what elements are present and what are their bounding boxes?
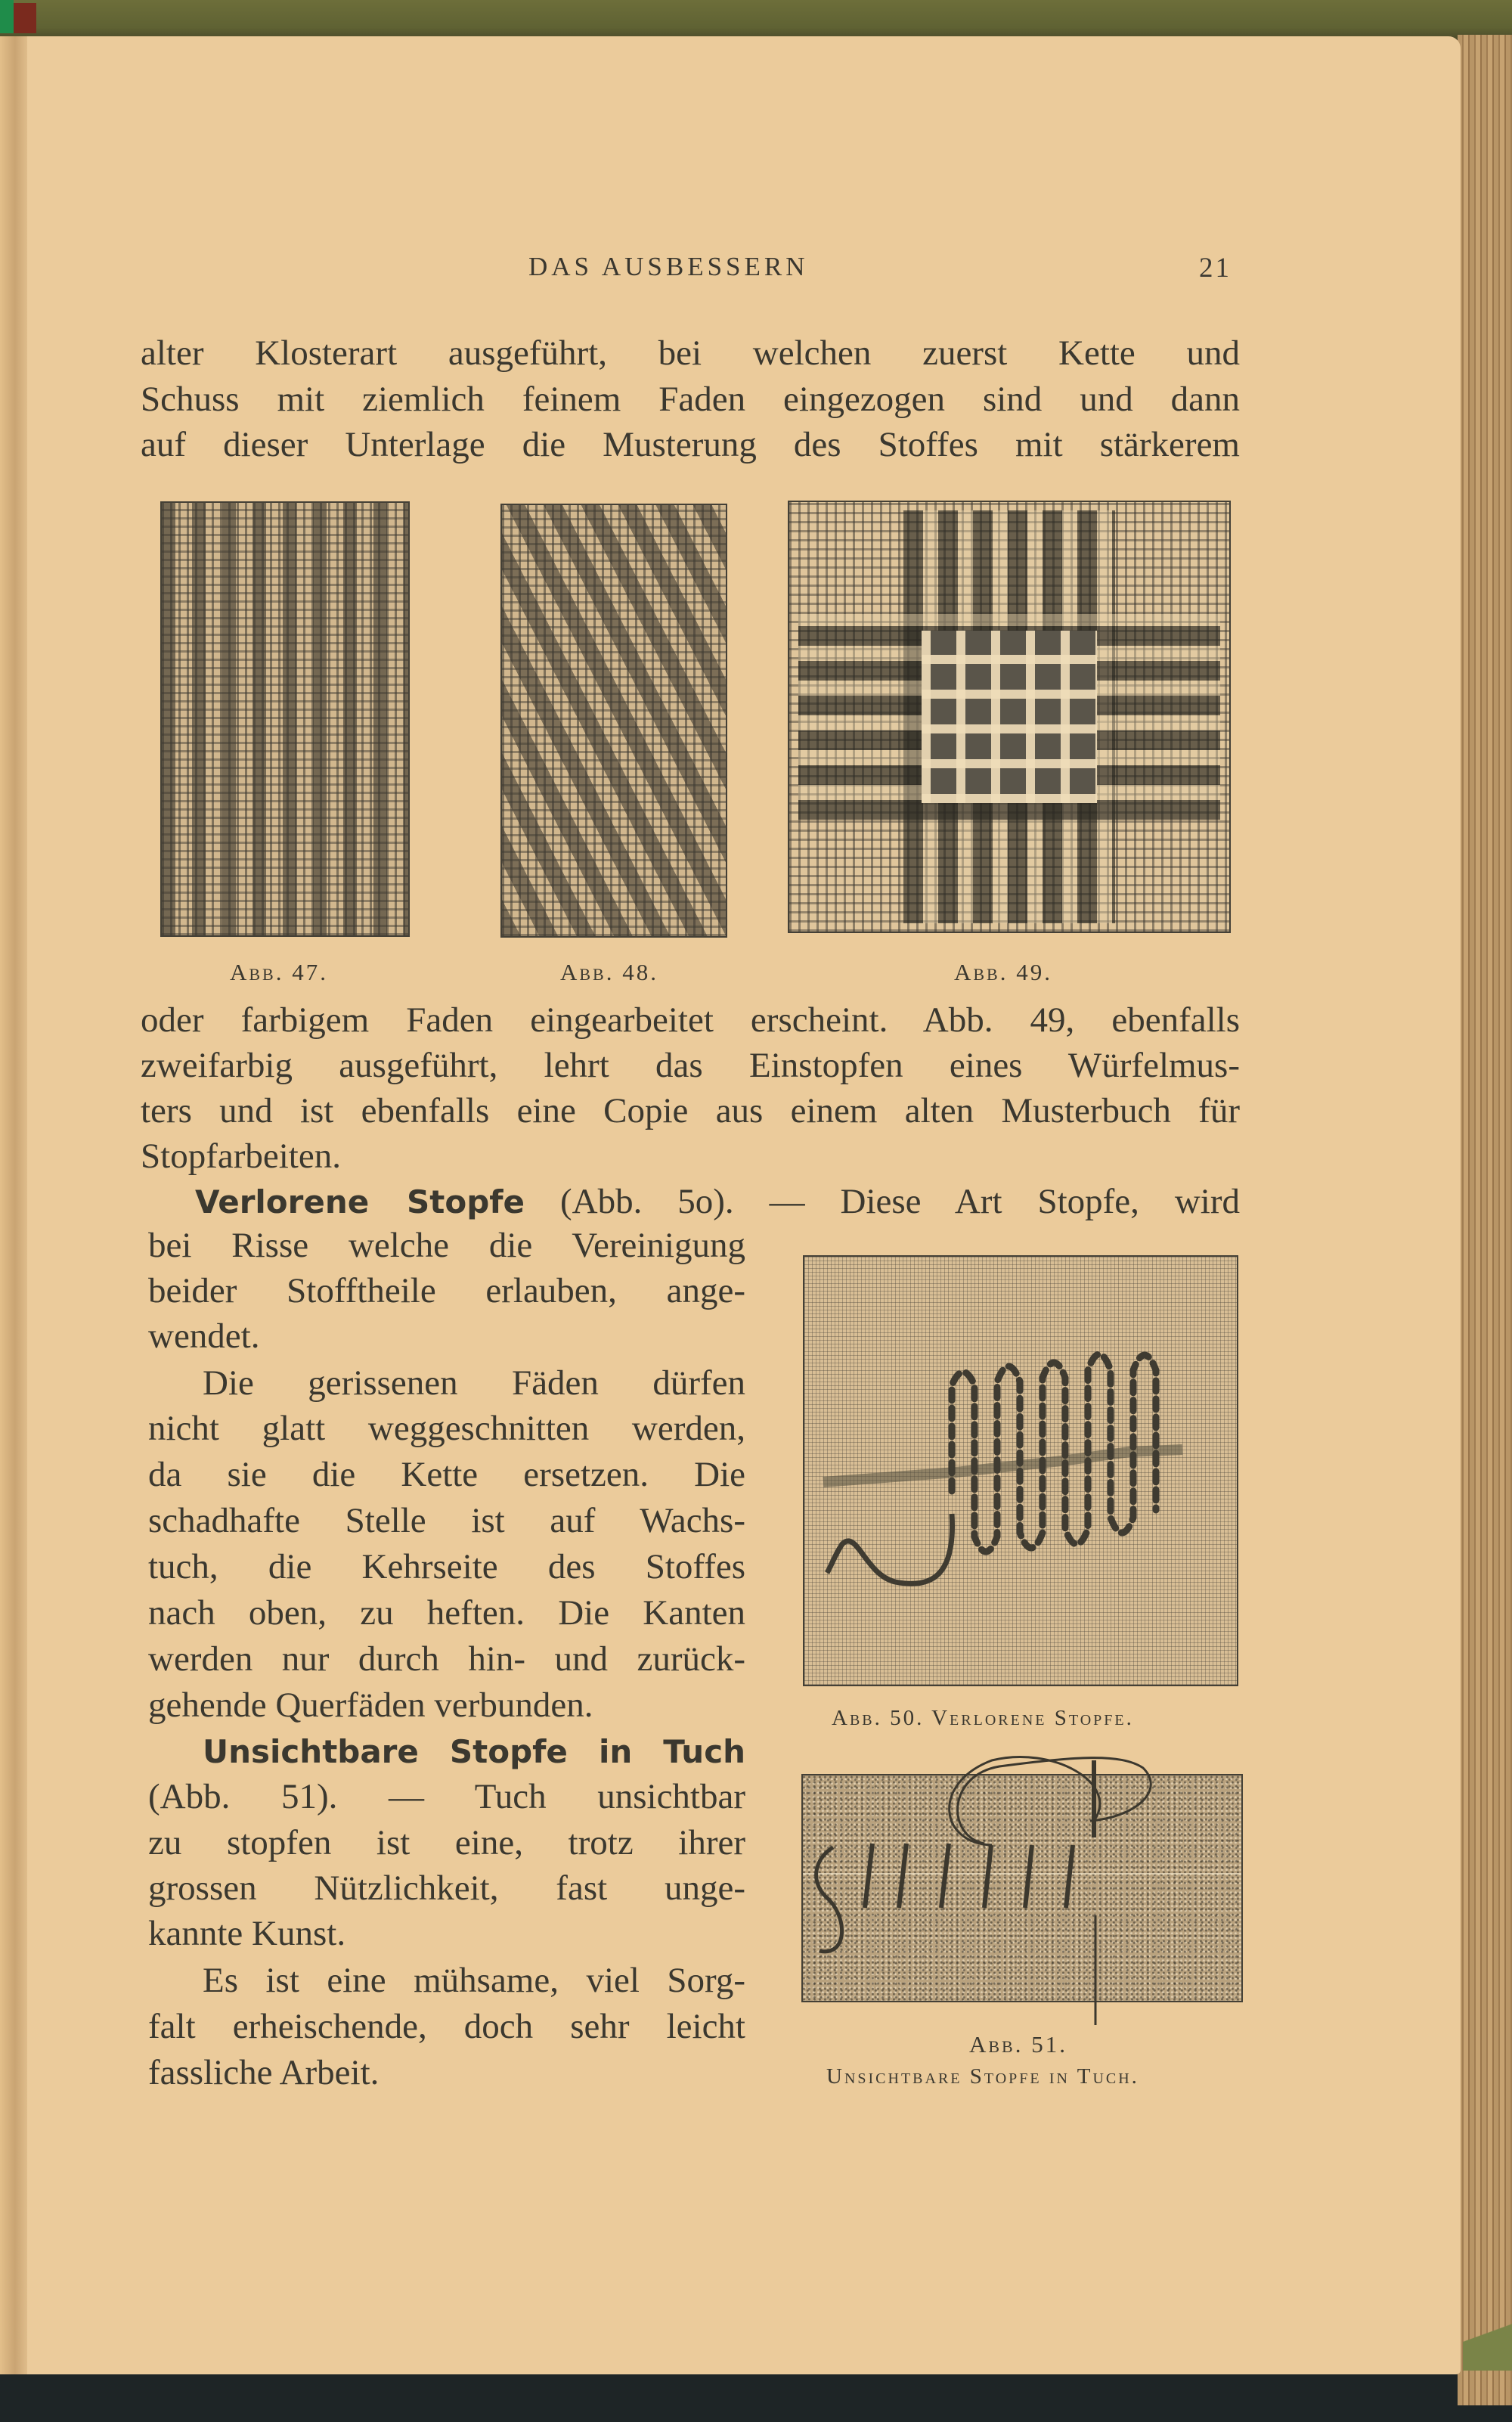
page-edges [1458, 35, 1512, 2405]
text-line: nach oben, zu heften. Die Kanten [148, 1593, 745, 1633]
text-line: gehende Querfäden verbunden. [148, 1685, 593, 1725]
section-heading-verlorene-stopfe: Verlorene Stopfe [195, 1183, 525, 1220]
text-line: bei Risse welche die Vereinigung [148, 1226, 745, 1265]
figure-48-caption: Abb. 48. [560, 959, 658, 985]
text-line: ters und ist ebenfalls eine Copie aus einem alten Musterbuch für [141, 1091, 1240, 1130]
page-header [0, 252, 1512, 290]
text-line: grossen Nützlichkeit, fast unge- [148, 1868, 745, 1908]
section-heading-line [141, 1180, 1240, 1223]
figure-51-caption-title: Unsichtbare Stopfe in Tuch. [826, 2064, 1139, 2089]
text-line: Schuss mit ziemlich feinem Faden eingezogen sind und dann [141, 380, 1240, 419]
text-line: oder farbigem Faden eingearbeitet erscheint. Abb. 49, ebenfalls [141, 1000, 1240, 1040]
text-line: alter Klosterart ausgeführt, bei welchen zuerst Kette und [141, 333, 1240, 373]
figure-48-twill-pattern [500, 504, 727, 938]
text-line: wendet. [148, 1316, 260, 1356]
text-line: Es ist eine mühsame, viel Sorg- [203, 1961, 745, 2000]
page-number: 21 [1199, 253, 1232, 284]
text-line: werden nur durch hin- und zurück- [148, 1639, 745, 1679]
section-heading-unsichtbare-stopfe: Unsichtbare Stopfe in Tuch [203, 1733, 745, 1770]
text-line: da sie die Kette ersetzen. Die [148, 1455, 745, 1494]
text-line: (Abb. 51). — Tuch unsichtbar [148, 1777, 745, 1816]
figure-49-cube-pattern [788, 501, 1231, 933]
text-line: falt erheischende, doch sehr leicht [148, 2007, 745, 2046]
text-line: kannte Kunst. [148, 1914, 346, 1953]
text-line: fassliche Arbeit. [148, 2053, 380, 2092]
text-line: tuch, die Kehrseite des Stoffes [148, 1547, 745, 1586]
text-line: Stopfarbeiten. [141, 1137, 341, 1176]
figure-47-weave-pattern [160, 501, 410, 937]
text-line: zweifarbig ausgeführt, lehrt das Einstopfen eines Würfelmus- [141, 1046, 1240, 1085]
running-title: DAS AUSBESSERN [528, 252, 809, 281]
text-line: Die gerissenen Fäden dürfen [203, 1363, 745, 1403]
figure-51-caption-number: Abb. 51. [969, 2031, 1067, 2058]
figure-50-darning-illustration [803, 1255, 1238, 1686]
section-heading-line [148, 1729, 745, 1773]
book-cover-top-edge [0, 0, 1512, 39]
darning-thread-drawing [804, 1257, 1237, 1685]
figure-49-caption: Abb. 49. [954, 959, 1052, 985]
text-line: schadhafte Stelle ist auf Wachs- [148, 1501, 745, 1540]
text-line: zu stopfen ist eine, trotz ihrer [148, 1823, 745, 1862]
cover-color-mark [14, 3, 36, 33]
cross-center-weave [922, 631, 1098, 802]
text-line: beider Stofftheile erlauben, ange- [148, 1271, 745, 1310]
invisible-darning-drawing [803, 1775, 1241, 2001]
text-line: nicht glatt weggeschnitten werden, [148, 1409, 745, 1448]
text-line: auf dieser Unterlage die Musterung des Stoffes mit stärkerem [141, 425, 1240, 464]
cover-corner [1463, 2310, 1512, 2371]
figure-50-caption: Abb. 50. Verlorene Stopfe. [832, 1706, 1134, 1730]
figure-51-cloth-darning-illustration [801, 1774, 1243, 2002]
heading-continuation: (Abb. 5o). — Diese Art Stopfe, wird [525, 1182, 1240, 1221]
figure-47-caption: Abb. 47. [230, 959, 328, 985]
cover-color-mark [0, 0, 14, 33]
page-gutter-shadow [0, 36, 27, 2374]
